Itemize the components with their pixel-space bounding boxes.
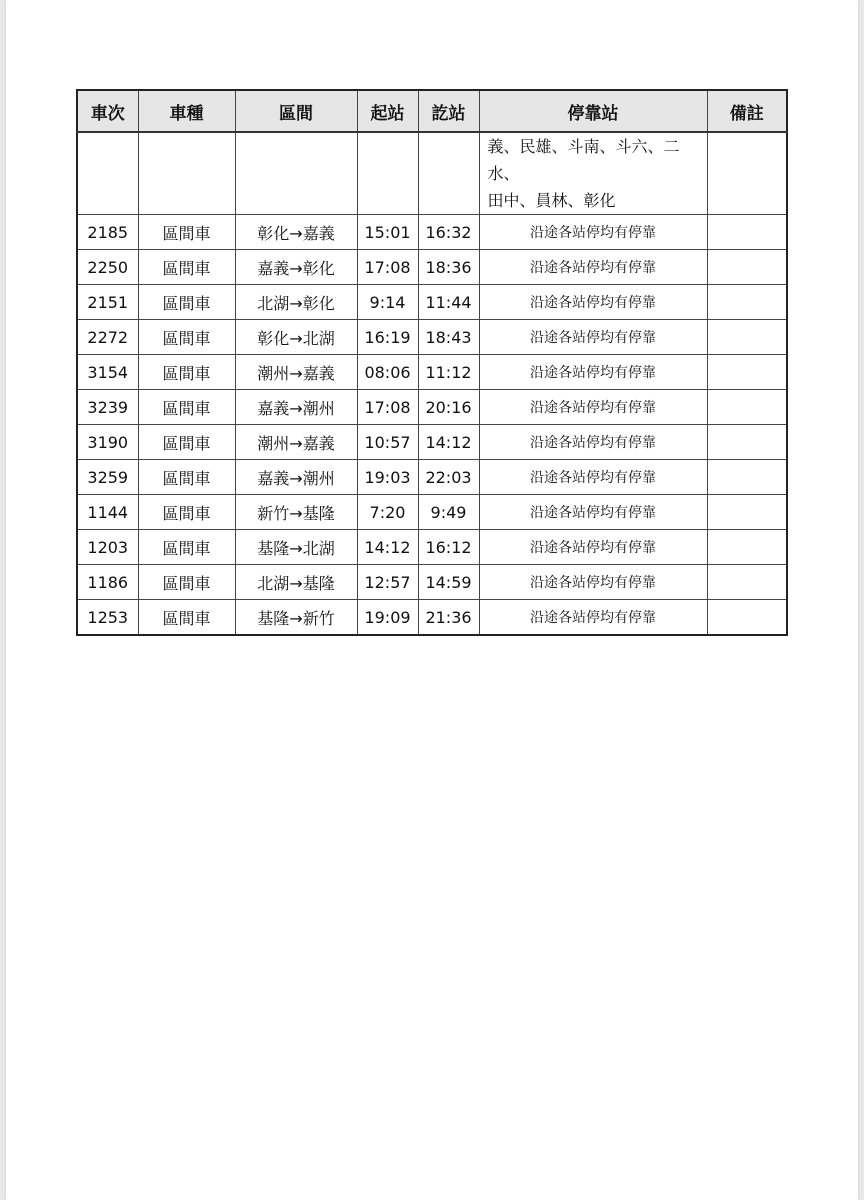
cell-train-type: 區間車 xyxy=(138,425,235,460)
train-schedule-table xyxy=(76,89,788,636)
cell-arrive: 9:49 xyxy=(418,495,479,530)
cell-train-no: 2250 xyxy=(77,250,138,285)
cell-route: 彰化→嘉義 xyxy=(235,215,357,250)
cell-arrive: 14:59 xyxy=(418,565,479,600)
stops-line-1: 義、民雄、斗南、斗六、二水、 xyxy=(487,137,680,183)
cell-train-type: 區間車 xyxy=(138,390,235,425)
cell-train-type: 區間車 xyxy=(138,285,235,320)
cell-arrive: 14:12 xyxy=(418,425,479,460)
cell-arrive: 16:12 xyxy=(418,530,479,565)
cell-route: 彰化→北湖 xyxy=(235,320,357,355)
cell-route: 嘉義→彰化 xyxy=(235,250,357,285)
table-row xyxy=(77,285,787,320)
header-note: 備註 xyxy=(707,90,787,132)
cell-route: 潮州→嘉義 xyxy=(235,355,357,390)
cell-stops: 沿途各站停均有停靠 xyxy=(479,390,707,425)
cell-train-type: 區間車 xyxy=(138,355,235,390)
cell-train-no: 2272 xyxy=(77,320,138,355)
cell-stops: 沿途各站停均有停靠 xyxy=(479,460,707,495)
table-row xyxy=(77,495,787,530)
cell-stops: 沿途各站停均有停靠 xyxy=(479,215,707,250)
cell-arrive: 20:16 xyxy=(418,390,479,425)
header-arrive: 訖站 xyxy=(418,90,479,132)
cell-train-no: 1253 xyxy=(77,600,138,636)
table-row xyxy=(77,565,787,600)
cell-arrive: 11:12 xyxy=(418,355,479,390)
table-row xyxy=(77,425,787,460)
cell-train-no: 3190 xyxy=(77,425,138,460)
cell-note xyxy=(707,320,787,355)
cell-route: 北湖→彰化 xyxy=(235,285,357,320)
cell-note xyxy=(707,132,787,215)
table-header-row xyxy=(77,90,787,132)
cell-train-no: 1186 xyxy=(77,565,138,600)
cell-note xyxy=(707,425,787,460)
table-row xyxy=(77,600,787,636)
cell-arrive: 21:36 xyxy=(418,600,479,636)
cell-arrive: 16:32 xyxy=(418,215,479,250)
cell-note xyxy=(707,390,787,425)
cell-stops: 沿途各站停均有停靠 xyxy=(479,565,707,600)
table-row xyxy=(77,215,787,250)
cell-stops: 沿途各站停均有停靠 xyxy=(479,495,707,530)
cell-stops: 沿途各站停均有停靠 xyxy=(479,355,707,390)
cell-arrive: 11:44 xyxy=(418,285,479,320)
cell-train-type xyxy=(138,132,235,215)
cell-note xyxy=(707,285,787,320)
table-row xyxy=(77,320,787,355)
cell-route: 潮州→嘉義 xyxy=(235,425,357,460)
cell-stops: 沿途各站停均有停靠 xyxy=(479,600,707,636)
cell-depart: 14:12 xyxy=(357,530,418,565)
cell-depart: 9:14 xyxy=(357,285,418,320)
cell-depart: 17:08 xyxy=(357,250,418,285)
cell-train-no xyxy=(77,132,138,215)
cell-train-no: 2185 xyxy=(77,215,138,250)
cell-stops: 沿途各站停均有停靠 xyxy=(479,530,707,565)
cell-note xyxy=(707,495,787,530)
cell-depart: 08:06 xyxy=(357,355,418,390)
cell-route: 嘉義→潮州 xyxy=(235,460,357,495)
cell-arrive: 22:03 xyxy=(418,460,479,495)
cell-stops: 沿途各站停均有停靠 xyxy=(479,250,707,285)
cell-train-type: 區間車 xyxy=(138,320,235,355)
cell-train-type: 區間車 xyxy=(138,215,235,250)
cell-train-type: 區間車 xyxy=(138,600,235,636)
cell-depart: 17:08 xyxy=(357,390,418,425)
cell-route: 嘉義→潮州 xyxy=(235,390,357,425)
header-train-no: 車次 xyxy=(77,90,138,132)
cell-arrive xyxy=(418,132,479,215)
table-row xyxy=(77,530,787,565)
cell-train-no: 1144 xyxy=(77,495,138,530)
cell-train-no: 1203 xyxy=(77,530,138,565)
cell-note xyxy=(707,250,787,285)
cell-note xyxy=(707,600,787,636)
cell-note xyxy=(707,215,787,250)
cell-train-no: 3154 xyxy=(77,355,138,390)
cell-depart: 19:03 xyxy=(357,460,418,495)
stops-line-2: 田中、員林、彰化 xyxy=(487,191,616,210)
cell-depart xyxy=(357,132,418,215)
header-depart: 起站 xyxy=(357,90,418,132)
cell-depart: 15:01 xyxy=(357,215,418,250)
table-row xyxy=(77,355,787,390)
cell-stops xyxy=(479,132,707,215)
cell-train-no: 3259 xyxy=(77,460,138,495)
cell-train-no: 2151 xyxy=(77,285,138,320)
header-stops: 停靠站 xyxy=(479,90,707,132)
cell-note xyxy=(707,355,787,390)
header-route: 區間 xyxy=(235,90,357,132)
cell-stops: 沿途各站停均有停靠 xyxy=(479,320,707,355)
cell-note xyxy=(707,460,787,495)
table-row xyxy=(77,460,787,495)
cell-arrive: 18:36 xyxy=(418,250,479,285)
cell-train-type: 區間車 xyxy=(138,530,235,565)
cell-depart: 7:20 xyxy=(357,495,418,530)
header-train-type: 車種 xyxy=(138,90,235,132)
cell-depart: 12:57 xyxy=(357,565,418,600)
cell-stops: 沿途各站停均有停靠 xyxy=(479,425,707,460)
cell-arrive: 18:43 xyxy=(418,320,479,355)
cell-route: 北湖→基隆 xyxy=(235,565,357,600)
cell-train-type: 區間車 xyxy=(138,495,235,530)
cell-stops: 沿途各站停均有停靠 xyxy=(479,285,707,320)
table-row xyxy=(77,250,787,285)
document-page xyxy=(6,0,858,1200)
cell-depart: 16:19 xyxy=(357,320,418,355)
table-row xyxy=(77,132,787,215)
cell-train-type: 區間車 xyxy=(138,250,235,285)
cell-train-type: 區間車 xyxy=(138,565,235,600)
cell-route xyxy=(235,132,357,215)
cell-depart: 19:09 xyxy=(357,600,418,636)
cell-route: 基隆→新竹 xyxy=(235,600,357,636)
cell-train-type: 區間車 xyxy=(138,460,235,495)
cell-note xyxy=(707,530,787,565)
cell-route: 基隆→北湖 xyxy=(235,530,357,565)
cell-depart: 10:57 xyxy=(357,425,418,460)
cell-note xyxy=(707,565,787,600)
cell-train-no: 3239 xyxy=(77,390,138,425)
table-row xyxy=(77,390,787,425)
cell-route: 新竹→基隆 xyxy=(235,495,357,530)
